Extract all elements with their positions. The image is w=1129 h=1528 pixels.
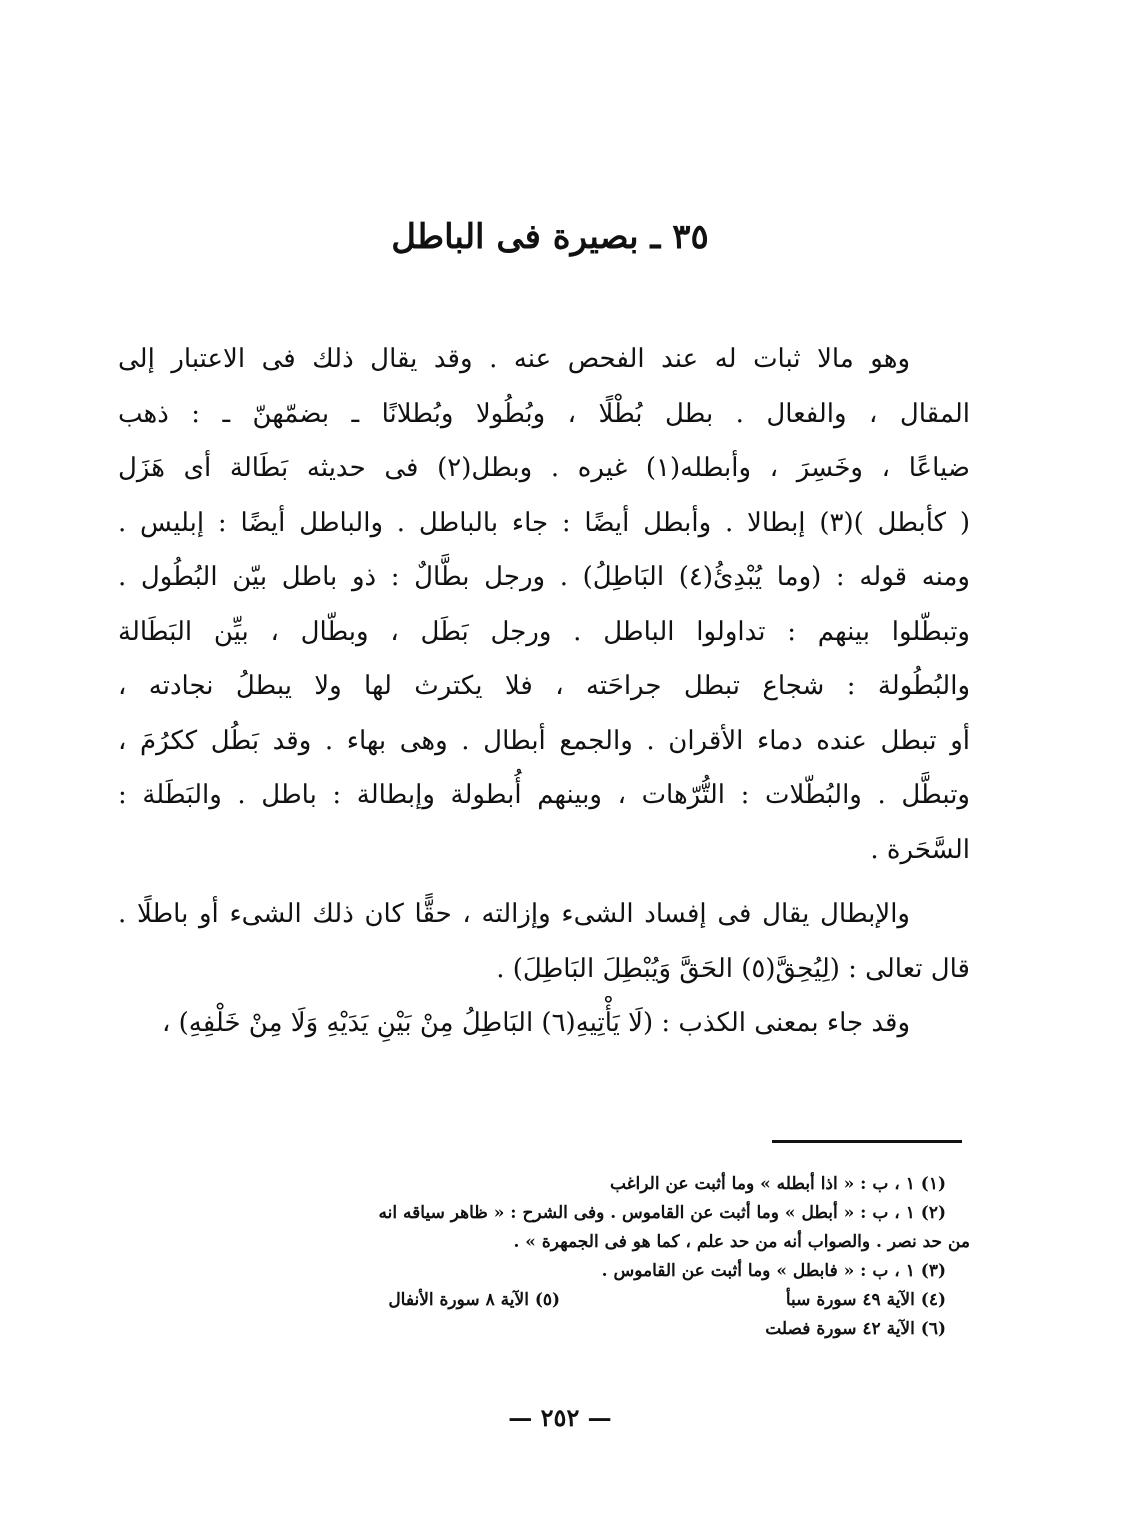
text-line: وتبطّلوا بينهم : تداولوا الباطل . ورجل بَطَل ، وبطّال ، بيِّن البَطَالة <box>118 616 970 647</box>
footnote-4: (٤) الآية ٤٩ سورة سبأ <box>785 1290 946 1310</box>
chapter-title: ٣٥ ـ بصيرة فى الباطل <box>391 217 709 257</box>
text-line: ومنه قوله : (وما يُبْدِئُ(٤) البَاطِلُ) . ورجل بطَّالٌ : ذو باطل بيّن البُطُول . <box>118 562 970 592</box>
footnote-2: (٢) ١ ، ب : « أبطل » وما أثبت عن القاموس . وفى الشرح : « ظاهر سياقه انه <box>378 1203 946 1223</box>
footnote-row-4-5 <box>105 1286 970 1315</box>
footnote-separator <box>772 1140 962 1143</box>
text-line: السَّحَرة . <box>870 834 970 865</box>
text-line: والإبطال يقال فى إفساد الشىء وإزالته ، حقًّا كان ذلك الشىء أو باطلًا . <box>118 899 910 929</box>
text-line: وتبطَّل . والبُطّلات : التُّرّهات ، وبينهم أُبطولة وإبطالة : باطل . والبَطَلة : <box>118 780 970 810</box>
footnote-2-continuation: من حد نصر . والصواب أنه من حد علم ، كما هو فى الجمهرة » . <box>513 1232 970 1252</box>
text-line: وقد جاء بمعنى الكذب : (لَا يَأْتِيهِ(٦) البَاطِلُ مِنْ بَيْنِ يَدَيْهِ وَلَا مِنْ خَلْفِهِ) ، <box>161 1008 910 1038</box>
footnote-1: (١) ١ ، ب : « اذا أبطله » وما أثبت عن الراغب <box>609 1174 946 1194</box>
footnote-6: (٦) الآية ٤٢ سورة فصلت <box>765 1319 946 1339</box>
footnotes <box>105 1170 970 1344</box>
text-line: ضياعًا ، وخَسِرَ ، وأبطله(١) غيره . وبطل(٢) فى حديثه بَطَالة أى هَزَل <box>118 453 970 483</box>
text-line: المقال ، والفعال . بطل بُطْلًا ، وبُطُولا وبُطلانًا ـ بضمّهنّ ـ : ذهب <box>118 398 970 429</box>
text-line: قال تعالى : (لِيُحِقَّ(٥) الحَقَّ وَيُبْطِلَ البَاطِلَ) . <box>496 953 970 984</box>
footnote-3: (٣) ١ ، ب : « فابطل » وما أثبت عن القاموس . <box>601 1261 946 1281</box>
text-line: ( كأبطل )(٣) إبطالا . وأبطل أيضًا : جاء بالباطل . والباطل أيضًا : إبليس . <box>118 507 970 538</box>
page-number: — ٢٥٢ — <box>508 1403 612 1432</box>
footnote-5: (٥) الآية ٨ سورة الأنفال <box>388 1290 561 1310</box>
body-text <box>118 332 970 1051</box>
text-line: والبُطُولة : شجاع تبطل جراحَته ، فلا يكترث لها ولا يبطلُ نجادته ، <box>118 671 970 701</box>
text-line: أو تبطل عنده دماء الأقران . والجمع أبطال . وهى بهاء . وقد بَطُل ككرُمَ ، <box>118 725 970 756</box>
text-line: وهو مالا ثبات له عند الفحص عنه . وقد يقال ذلك فى الاعتبار إلى <box>118 344 910 374</box>
